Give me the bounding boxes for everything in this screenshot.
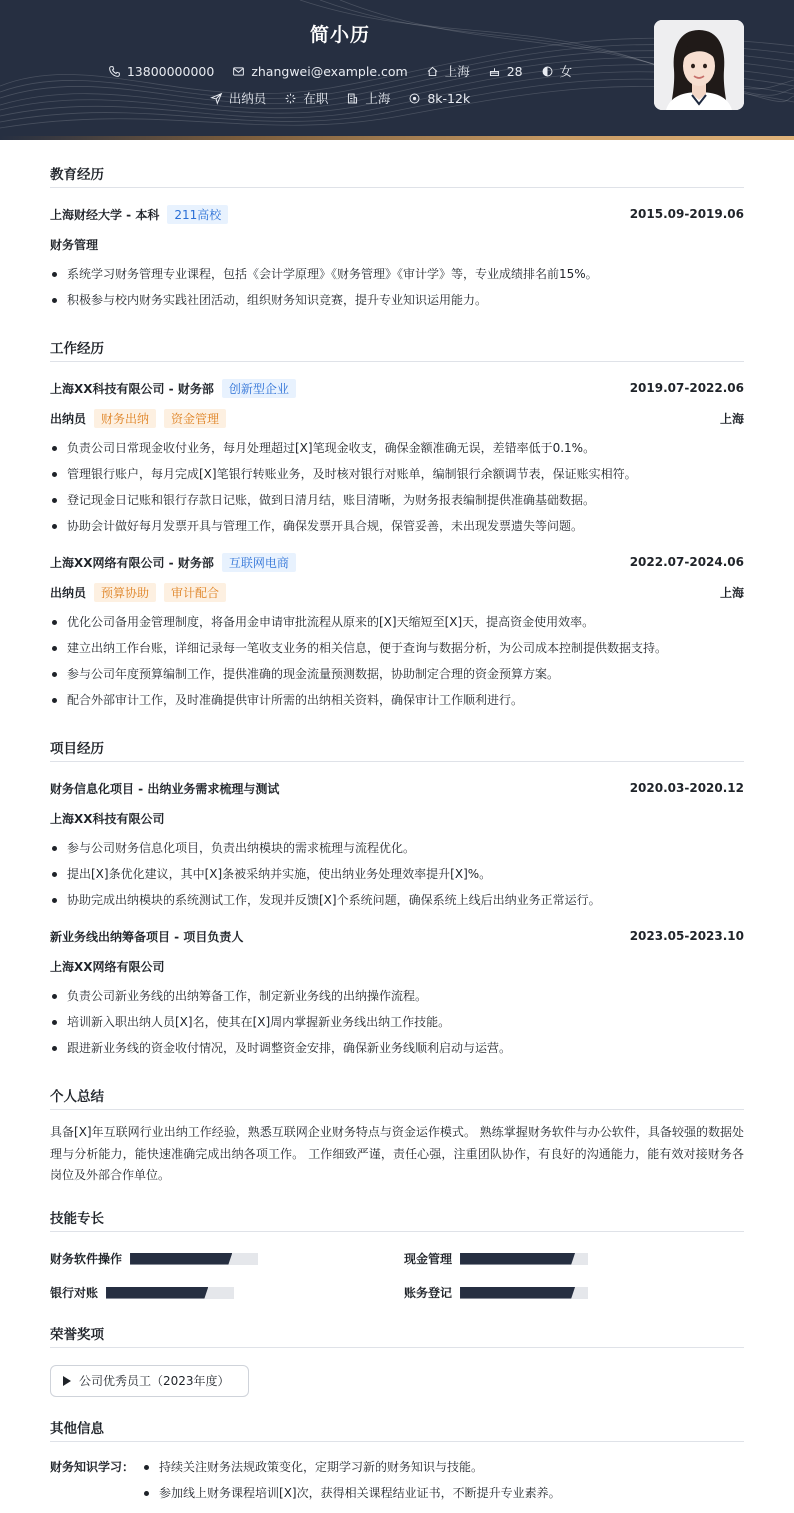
- resume-body: [0, 163, 794, 1506]
- skill-bar: [130, 1253, 258, 1265]
- project-entry-2: [50, 926, 744, 1061]
- home-icon: [426, 65, 439, 78]
- list-item: 建立出纳工作台账，详细记录每一笔收支业务的相关信息，便于查询与数据分析，为公司成本控制提供数据支持。: [50, 635, 744, 661]
- work-entry-head: [50, 552, 744, 572]
- mail-icon: [232, 65, 245, 78]
- skill-item: [404, 1283, 744, 1303]
- education-date: 2015.09-2019.06: [629, 207, 744, 221]
- header-gold-divider: [0, 136, 794, 140]
- work-entry-head: [50, 378, 744, 398]
- send-icon: [210, 92, 223, 105]
- list-item: 负责公司日常现金收付业务，每月处理超过[X]笔现金收支，确保金额准确无误，差错率低于0.1%。: [50, 435, 744, 461]
- major-name: 财务管理: [50, 237, 99, 252]
- project-company-row: [50, 956, 744, 976]
- work-bullets: [50, 435, 744, 539]
- list-item: 协助完成出纳模块的系统测试工作，发现并反馈[X]个系统问题，确保系统上线后出纳业务正常运行。: [50, 887, 744, 913]
- project-entry-1: [50, 778, 744, 913]
- other-section: [50, 1417, 744, 1506]
- award-item[interactable]: [50, 1365, 249, 1397]
- cake-icon: [488, 65, 501, 78]
- education-major-row: [50, 234, 744, 254]
- gender-icon: [541, 65, 554, 78]
- summary-section: [50, 1085, 744, 1187]
- project-entry-head: [50, 926, 744, 946]
- skill-label: 账务登记: [404, 1286, 453, 1300]
- skill-item: [404, 1249, 744, 1269]
- job-intent-row: [0, 89, 680, 107]
- education-section: [50, 163, 744, 313]
- work-entry-1: [50, 378, 744, 539]
- salary-text: 8k-12k: [427, 90, 471, 106]
- age-text: 28: [506, 63, 523, 79]
- status-info: [284, 89, 328, 107]
- list-item: 登记现金日记账和银行存款日记账，做到日清月结，账目清晰，为财务报表编制提供准确基础数据。: [50, 487, 744, 513]
- skill-bar-fill: [106, 1287, 208, 1299]
- candidate-name: 简小历: [309, 24, 370, 46]
- city-info: [346, 89, 390, 107]
- skill-bar-fill: [460, 1253, 575, 1265]
- location-info: [426, 62, 470, 80]
- skill-bar-fill: [460, 1287, 575, 1299]
- work-section: [50, 337, 744, 713]
- list-item: 管理银行账户，每月完成[X]笔银行转账业务，及时核对银行对账单，编制银行余额调节表，保证账实相符。: [50, 461, 744, 487]
- project-name: 新业务线出纳筹备项目 - 项目负责人: [50, 929, 244, 944]
- other-label: 财务知识学习：: [50, 1459, 135, 1474]
- awards-section: [50, 1323, 744, 1397]
- skill-label: 现金管理: [404, 1252, 453, 1266]
- section-title-summary: 个人总结: [50, 1085, 744, 1110]
- gender-text: 女: [559, 64, 573, 79]
- skill-tag: 资金管理: [164, 409, 226, 428]
- work-bullets: [50, 609, 744, 713]
- school-name: 上海财经大学 - 本科: [50, 207, 160, 222]
- list-item: 跟进新业务线的资金收付情况，及时调整资金安排，确保新业务线顺利启动与运营。: [50, 1035, 744, 1061]
- job-info: [210, 89, 267, 107]
- project-bullets: [50, 983, 744, 1061]
- project-company: 上海XX科技有限公司: [50, 811, 165, 826]
- email-info: [232, 64, 407, 79]
- education-bullets: [50, 261, 744, 313]
- skill-bar: [460, 1287, 588, 1299]
- section-title-projects: 项目经历: [50, 737, 744, 762]
- skills-section: [50, 1207, 744, 1303]
- email-text: zhangwei@example.com: [251, 63, 408, 79]
- list-item: 参与公司财务信息化项目，负责出纳模块的需求梳理与流程优化。: [50, 835, 744, 861]
- phone-info: [108, 64, 214, 79]
- role-name: 出纳员: [50, 585, 87, 600]
- list-item: 参加线上财务课程培训[X]次，获得相关课程结业证书，不断提升专业素养。: [142, 1480, 561, 1506]
- award-text: 公司优秀员工（2023年度）: [79, 1374, 230, 1388]
- job-text: 出纳员: [228, 91, 267, 106]
- salary-info: [408, 91, 470, 106]
- section-title-skills: 技能专长: [50, 1207, 744, 1232]
- work-city: 上海: [719, 585, 744, 600]
- triangle-right-icon: [63, 1376, 71, 1386]
- coin-icon: [408, 92, 421, 105]
- skill-item: [50, 1249, 404, 1269]
- list-item: 培训新入职出纳人员[X]名，使其在[X]周内掌握新业务线出纳工作技能。: [50, 1009, 744, 1035]
- work-city: 上海: [719, 411, 744, 426]
- section-title-education: 教育经历: [50, 163, 744, 188]
- skill-bar-fill: [130, 1253, 232, 1265]
- phone-text: 13800000000: [126, 63, 215, 79]
- location-text: 上海: [444, 64, 470, 79]
- company-name: 上海XX科技有限公司 - 财务部: [50, 381, 214, 396]
- list-item: 配合外部审计工作，及时准确提供审计所需的出纳相关资料，确保审计工作顺利进行。: [50, 687, 744, 713]
- skill-tag: 财务出纳: [94, 409, 156, 428]
- company-tag: 互联网电商: [222, 553, 296, 572]
- avatar-illustration: [654, 20, 744, 110]
- skill-tag: 审计配合: [164, 583, 226, 602]
- summary-text: 具备[X]年互联网行业出纳工作经验，熟悉互联网企业财务特点与资金运作模式。 熟练掌握财务软件与办公软件，具备较强的数据处理与分析能力，能快速准确完成出纳各项工作。 工作细致严谨，责任心强，注重团队协作，有良好的沟通能力，能有效对接财务各岗位及外部合作单位。: [50, 1125, 744, 1182]
- work-entry-2: [50, 552, 744, 713]
- contact-row: [0, 62, 680, 80]
- work-role-row: [50, 582, 744, 602]
- list-item: 负责公司新业务线的出纳筹备工作，制定新业务线的出纳操作流程。: [50, 983, 744, 1009]
- skill-bar: [106, 1287, 234, 1299]
- list-item: 系统学习财务管理专业课程，包括《会计学原理》《财务管理》《审计学》等，专业成绩排名前15%。: [50, 261, 744, 287]
- list-item: 提出[X]条优化建议，其中[X]条被采纳并实施，使出纳业务处理效率提升[X]%。: [50, 861, 744, 887]
- skill-bar: [460, 1253, 588, 1265]
- skill-label: 银行对账: [50, 1286, 99, 1300]
- gender-info: [541, 62, 573, 80]
- project-date: 2023.05-2023.10: [629, 929, 744, 943]
- list-item: 协助会计做好每月发票开具与管理工作，确保发票开具合规，保管妥善，未出现发票遗失等问题。: [50, 513, 744, 539]
- projects-section: [50, 737, 744, 1061]
- list-item: 参与公司年度预算编制工作，提供准确的现金流量预测数据，协助制定合理的资金预算方案。: [50, 661, 744, 687]
- age-info: [488, 64, 523, 79]
- list-item: 积极参与校内财务实践社团活动，组织财务知识竞赛，提升专业知识运用能力。: [50, 287, 744, 313]
- work-date: 2022.07-2024.06: [629, 555, 744, 569]
- skill-item: [50, 1283, 404, 1303]
- project-name: 财务信息化项目 - 出纳业务需求梳理与测试: [50, 781, 280, 796]
- project-company: 上海XX网络有限公司: [50, 959, 165, 974]
- work-date: 2019.07-2022.06: [629, 381, 744, 395]
- company-name: 上海XX网络有限公司 - 财务部: [50, 555, 214, 570]
- profile-photo: [654, 20, 744, 110]
- loading-icon: [284, 92, 297, 105]
- status-text: 在职: [303, 91, 329, 106]
- project-entry-head: [50, 778, 744, 798]
- building-icon: [346, 92, 359, 105]
- school-tag: 211高校: [167, 205, 228, 224]
- role-name: 出纳员: [50, 411, 87, 426]
- section-title-awards: 荣誉奖项: [50, 1323, 744, 1348]
- company-tag: 创新型企业: [222, 379, 296, 398]
- education-entry-head: [50, 204, 744, 224]
- other-bullets: [142, 1454, 561, 1506]
- project-date: 2020.03-2020.12: [629, 781, 744, 795]
- skill-tag: 预算协助: [94, 583, 156, 602]
- resume-header: [0, 0, 794, 140]
- skills-grid: [50, 1249, 744, 1303]
- project-company-row: [50, 808, 744, 828]
- list-item: 持续关注财务法规政策变化，定期学习新的财务知识与技能。: [142, 1454, 561, 1480]
- section-title-other: 其他信息: [50, 1417, 744, 1442]
- phone-icon: [108, 65, 121, 78]
- other-info-row: [50, 1454, 744, 1506]
- city-text: 上海: [365, 91, 391, 106]
- project-bullets: [50, 835, 744, 913]
- skill-label: 财务软件操作: [50, 1252, 123, 1266]
- list-item: 优化公司备用金管理制度，将备用金申请审批流程从原来的[X]天缩短至[X]天，提高资金使用效率。: [50, 609, 744, 635]
- section-title-work: 工作经历: [50, 337, 744, 362]
- work-role-row: [50, 408, 744, 428]
